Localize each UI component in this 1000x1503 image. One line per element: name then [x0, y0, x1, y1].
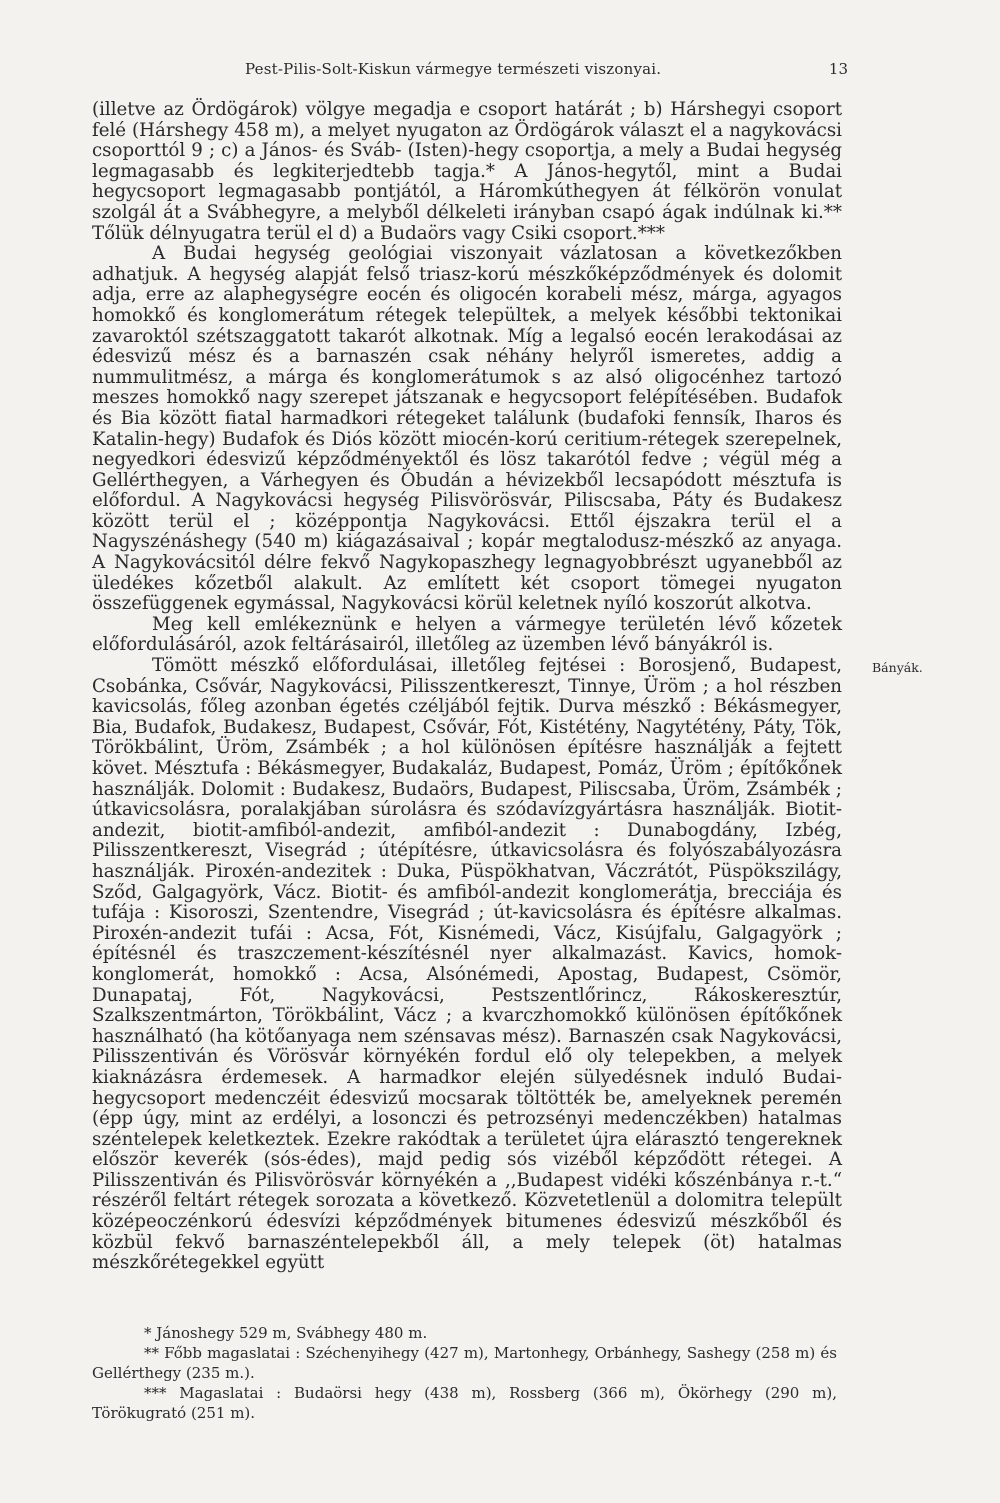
footnote-2: ** Főbb magaslatai : Széchenyihegy (427 m), Martonhegy, Orbánhegy, Sashegy (258 m) és Gellérthegy (235 m.). [92, 1344, 837, 1382]
footnote-3: *** Magaslatai : Budaörsi hegy (438 m), Rossberg (366 m), Ökörhegy (290 m), Törökugrató (251 m). [92, 1384, 837, 1422]
paragraph-continued: (illetve az Ördögárok) völgye megadja e csoport határát ; b) Hárshegyi csoport felé (Hárshegy 458 m), a melyet nyugaton az Ördögárok választ el a nagykovácsi csoporttól 9 ; c) a János- és Sváb- (Isten)-hegy csoportja, a mely a Budai hegység legmagasabb és legkiterjedtebb tagja.* A János-hegytől, mint a Budai hegycsoport legmagasabb pontjától, a Háromkúthegyen át félkörön vonulat szolgál át a Svábhegyre, a melyből délkeleti irányban csapó ágak indúlnak ki.** Tőlük délnyugatra terül el d) a Budaörs vagy Csiki csoport.*** [92, 99, 842, 244]
paragraph-mines-intro: Meg kell emlékeznünk e helyen a vármegye területén lévő kőzetek előfordulásáról, azok feltárásairól, illetőleg az üzemben lévő bányákról is. [92, 613, 842, 656]
running-title: Pest-Pilis-Solt-Kiskun vármegye természeti viszonyai. [245, 60, 662, 78]
footnotes [92, 1323, 837, 1423]
paragraph-geology: A Budai hegység geológiai viszonyait vázlatosan a következőkben adhatjuk. A hegység alapját felső triasz-korú mészkőképződmények és dolomit adja, erre az alaphegységre eocén és oligocén korabeli mész, márga, agyagos homokkő és konglomerátum rétegek települtek, a melyek későbbi tektonikai zavaroktól szétszaggatott takarót alkotnak. Míg a legalsó eocén lerakodásai az édesvizű mész és a barnaszén csak néhány helyről ismeretes, addig a nummulitmész, a márga és konglomerátumok s az alsó oligocénhez tartozó meszes homokkő nagy szerepet játszanak e hegycsoport felépítésében. Budafok és Bia között fiatal harmadkori rétegeket találunk (budafoki fennsík, Iharos és Katalin-hegy) Budafok és Diós között miocén-korú ceritium-rétegek szerepelnek, negyedkori édesvizű képződményektől és lösz takarótól fedve ; végül még a Gellérthegyen, a Várhegyen és Óbudán a hévizekből lecsapódott mésztufa is előfordul. A Nagykovácsi hegység Pilisvörösvár, Piliscsaba, Páty és Budakesz között terül el ; középpontja Nagykovácsi. Ettől éjszakra terül el a Nagyszénáshegy (540 m) kiágazásaival ; kopár megtalodusz-mészkő az anyaga. A Nagykovácsitól délre fekvő Nagykopaszhegy legnagyobbrészt ugyanebből az üledékes kőzetből alakult. Az említett két csoport tömegei nyugaton összefüggenek egymással, Nagykovácsi körül keletnek nyíló koszorút alkotva. [92, 243, 842, 615]
paragraph-rock-occurrences: Tömött mészkő előfordulásai, illetőleg fejtései : Borosjenő, Budapest, Csobánka, Csővár, Nagykovácsi, Pilisszentkereszt, Tinnye, Üröm ; a hol részben kavicsolás, főleg azonban égetés czéljából fejtik. Durva mészkő : Békásmegyer, Bia, Budafok, Budakesz, Budapest, Csővár, Fót, Kistétény, Nagytétény, Páty, Tök, Törökbálint, Üröm, Zsámbék ; a hol különösen építésre használják a fejtett követ. Mésztufa : Békásmegyer, Budakaláz, Budapest, Pomáz, Üröm ; építőkőnek használják. Dolomit : Budakesz, Budaörs, Budapest, Piliscsaba, Üröm, Zsámbék ; útkavicsolásra, poralakjában súrolásra és szódavízgyártásra használják. Biotit-andezit, biotit-amfiból-andezit, amfiból-andezit : Dunabogdány, Izbég, Pilisszentkereszt, Visegrád ; útépítésre, útkavicsolásra és folyószabályozásra használják. Piroxén-andezitek : Duka, Püspökhatvan, Váczrátót, Püspökszilágy, Sződ, Galgagyörk, Vácz. Biotit- és amfiból-andezit konglomerátja, brecciája és tufája : Kisoroszi, Szentendre, Visegrád ; út-kavicsolásra és építésre alkalmas. Piroxén-andezit tufái : Acsa, Fót, Kisnémedi, Vácz, Kisújfalu, Galgagyörk ; építésnél és traszczement-készítésnél nyer alkalmazást. Kavics, homok-konglomerát, homokkő : Acsa, Alsónémedi, Apostag, Budapest, Csömör, Dunapataj, Fót, Nagykovácsi, Pestszentlőrincz, Rákoskeresztúr, Szalkszentmárton, Törökbálint, Vácz ; a kvarczhomokkő különösen építőkőnek használható (ha kötőanyaga nem szénsavas mész). Barnaszén csak Nagykovácsi, Pilisszentiván és Vörösvár környékén fordul elő oly telepekben, a melyek kiaknázásra érdemesek. A harmadkor elején sülyedésnek induló Budai-hegycsoport medenczéit édesvizű mocsarak töltötték be, amelyeknek peremén (épp úgy, mint az erdélyi, a losonczi és petrozsényi medenczékben) hatalmas széntelepek keletkeztek. Ezekre rakódtak a területet újra elárasztó tengereknek először keverék (sós-édes), majd pedig sós vizéből képződött rétegei. A Pilisszentiván és Pilisvörösvár környékén a ,,Budapest vidéki kőszénbánya r.-t.“ részéről feltárt rétegek sorozata a következő. Közvetetlenül a dolomitra települt középeoczénkorú édesvízi képződmények bitumenes édesvizű mészkőből és közbül fekvő barnaszéntelepekből áll, a mely telepek (öt) hatalmas mészkőrétegekkel együtt [92, 655, 842, 1274]
footnote-1: * Jánoshegy 529 m, Svábhegy 480 m. [144, 1324, 428, 1342]
page-number: 13 [828, 60, 848, 78]
margin-note: Bányák. [872, 660, 923, 675]
body-text [92, 100, 842, 1274]
